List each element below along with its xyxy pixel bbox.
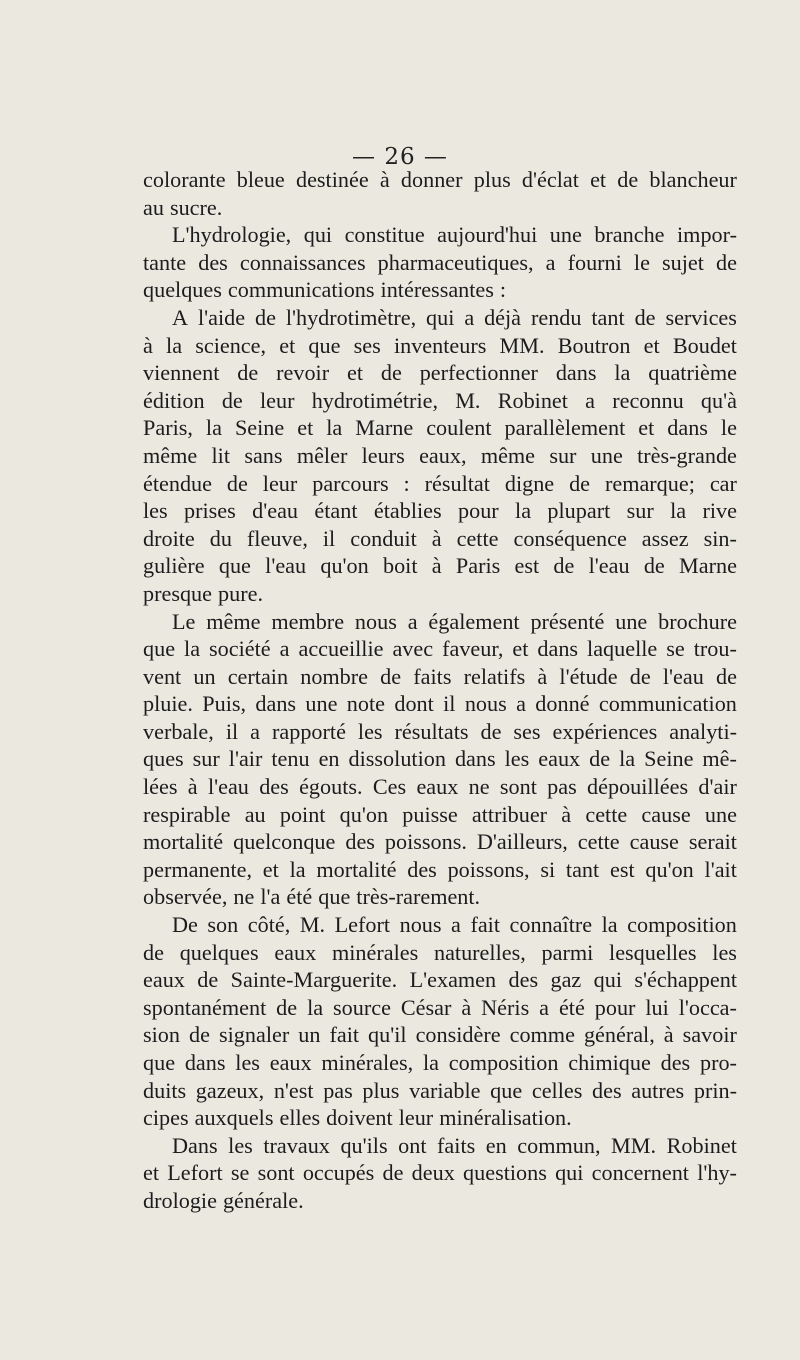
text-line: étendue de leur parcours : résultat digne de remarque; car [143, 470, 737, 496]
text-line: lées à l'eau des égouts. Ces eaux ne sont pas dépouillées d'air [143, 774, 737, 800]
text-line: au sucre. [143, 194, 223, 220]
text-line: gulière que l'eau qu'on boit à Paris est de l'eau de Marne [143, 553, 737, 579]
text-line: à la science, et que ses inventeurs MM. Boutron et Boudet [143, 332, 737, 358]
text-line: cipes auxquels elles doivent leur minéralisation. [143, 1105, 572, 1131]
text-line: quelques communications intéressantes : [143, 277, 507, 303]
text-line: presque pure. [143, 580, 263, 606]
text-line: édition de leur hydrotimétrie, M. Robinet a reconnu qu'à [143, 387, 737, 413]
text-line: les prises d'eau étant établies pour la plupart sur la rive [143, 498, 737, 524]
text-line: vent un certain nombre de faits relatifs à l'étude de l'eau de [143, 663, 737, 689]
text-line: eaux de Sainte-Marguerite. L'examen des gaz qui s'échappent [143, 967, 737, 993]
text-line: Dans les travaux qu'ils ont faits en commun, MM. Robinet [172, 1132, 737, 1158]
text-line: observée, ne l'a été que très-rarement. [143, 884, 481, 910]
body-text [143, 166, 737, 1215]
text-line: ques sur l'air tenu en dissolution dans les eaux de la Seine mê- [143, 746, 737, 772]
text-line: permanente, et la mortalité des poissons, si tant est qu'on l'ait [143, 856, 737, 882]
text-line: spontanément de la source César à Néris a été pour lui l'occa- [143, 994, 737, 1020]
text-line: mortalité quelconque des poissons. D'ailleurs, cette cause serait [143, 829, 737, 855]
text-line: viennent de revoir et de perfectionner dans la quatrième [143, 360, 737, 386]
text-line: drologie générale. [143, 1187, 304, 1213]
text-line: Le même membre nous a également présenté une brochure [172, 608, 737, 634]
text-line: colorante bleue destinée à donner plus d'éclat et de blancheur [143, 167, 737, 192]
text-line: sion de signaler un fait qu'il considère comme général, à savoir [143, 1022, 737, 1048]
text-line: respirable au point qu'on puisse attribuer à cette cause une [143, 801, 737, 827]
text-line: verbale, il a rapporté les résultats de ses expériences analyti- [143, 718, 737, 744]
text-line: A l'aide de l'hydrotimètre, qui a déjà rendu tant de services [172, 304, 737, 330]
text-line: et Lefort se sont occupés de deux questions qui concernent l'hy- [143, 1160, 737, 1186]
text-line: pluie. Puis, dans une note dont il nous a donné communication [143, 691, 737, 717]
text-line: Paris, la Seine et la Marne coulent parallèlement et dans le [143, 415, 737, 441]
text-line: L'hydrologie, qui constitue aujourd'hui une branche impor- [172, 222, 737, 248]
text-line: duits gazeux, n'est pas plus variable que celles des autres prin- [143, 1077, 737, 1103]
text-line: de quelques eaux minérales naturelles, parmi lesquelles les [143, 939, 737, 965]
text-line: que dans les eaux minérales, la composition chimique des pro- [143, 1050, 737, 1075]
text-line: que la société a accueillie avec faveur, et dans laquelle se trou- [143, 636, 737, 662]
text-line: droite du fleuve, il conduit à cette conséquence assez sin- [143, 525, 737, 551]
page-number: — 26 — [352, 144, 448, 170]
text-line: même lit sans mêler leurs eaux, même sur une très-grande [143, 442, 737, 468]
text-line: tante des connaissances pharmaceutiques, a fourni le sujet de [143, 249, 737, 275]
text-line: De son côté, M. Lefort nous a fait connaître la composition [172, 912, 737, 938]
